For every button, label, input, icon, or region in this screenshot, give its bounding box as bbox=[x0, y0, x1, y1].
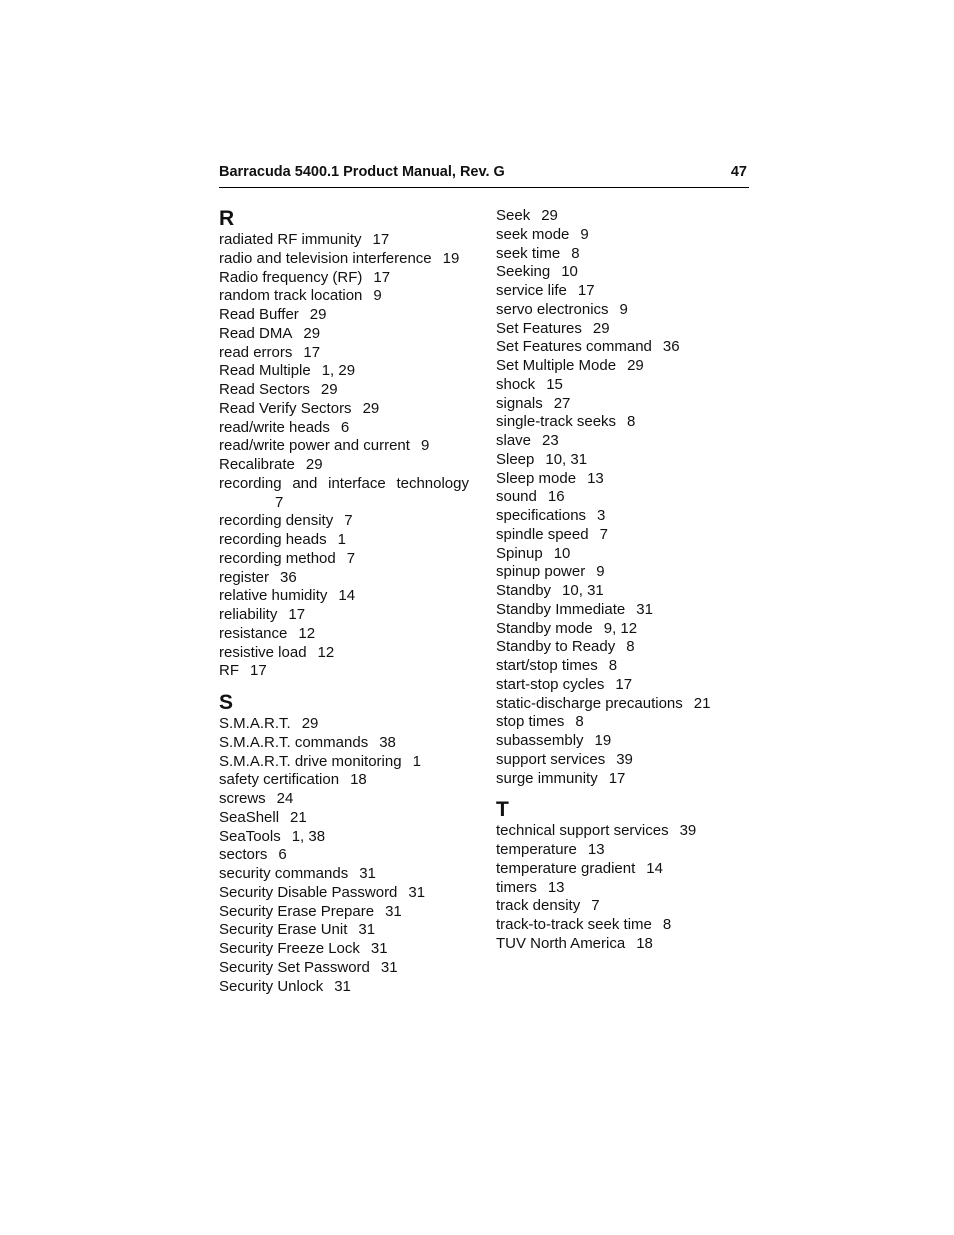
index-term: security commands bbox=[219, 865, 349, 882]
index-pages: 1, 38 bbox=[291, 827, 326, 845]
index-entry bbox=[496, 676, 751, 695]
index-entry bbox=[496, 860, 751, 879]
index-entry bbox=[219, 884, 474, 903]
index-term: Set Features bbox=[496, 319, 582, 337]
index-term: track density bbox=[496, 897, 581, 915]
section-letter-s: S bbox=[219, 691, 234, 714]
index-entry bbox=[496, 638, 751, 657]
index-term: start/stop times bbox=[496, 657, 598, 674]
index-entry bbox=[496, 695, 751, 714]
index-term: recording method bbox=[219, 549, 336, 567]
index-term: register bbox=[219, 568, 270, 586]
index-entry bbox=[219, 400, 474, 419]
index-pages: 24 bbox=[276, 790, 294, 807]
index-pages: 7 bbox=[344, 512, 353, 530]
index-pages: 9 bbox=[619, 300, 628, 318]
page-header bbox=[219, 164, 749, 188]
index-term: Seeking bbox=[496, 263, 551, 281]
index-entry bbox=[496, 263, 751, 282]
index-pages: 29 bbox=[592, 319, 610, 337]
index-section-r bbox=[219, 207, 474, 681]
index-pages: 13 bbox=[587, 841, 605, 858]
index-pages: 12 bbox=[317, 643, 335, 661]
index-entry bbox=[219, 959, 474, 978]
index-term: radio and television interference bbox=[219, 249, 432, 267]
index-term: safety certification bbox=[219, 771, 340, 789]
index-entry bbox=[219, 846, 474, 865]
index-pages: 17 bbox=[577, 282, 595, 299]
index-term: S.M.A.R.T. bbox=[219, 715, 291, 732]
index-entry bbox=[219, 381, 474, 400]
index-term: S.M.A.R.T. commands bbox=[219, 733, 369, 751]
index-term: Radio frequency (RF) bbox=[219, 268, 363, 286]
index-entry bbox=[496, 488, 751, 507]
index-term: subassembly bbox=[496, 732, 584, 749]
index-entry bbox=[496, 657, 751, 676]
index-entry bbox=[219, 456, 474, 475]
index-term: Standby mode bbox=[496, 619, 593, 637]
index-entry bbox=[496, 245, 751, 264]
index-entry bbox=[219, 940, 474, 959]
index-pages: 8 bbox=[608, 657, 618, 674]
index-term: seek time bbox=[496, 244, 561, 262]
index-entry bbox=[219, 865, 474, 884]
index-section-s bbox=[219, 691, 474, 996]
index-term: spindle speed bbox=[496, 525, 589, 543]
index-pages: 36 bbox=[280, 568, 297, 586]
index-entry bbox=[496, 582, 751, 601]
index-pages: 14 bbox=[646, 859, 663, 877]
index-entry bbox=[219, 569, 474, 588]
index-pages: 29 bbox=[541, 207, 558, 224]
index-term: recording density bbox=[219, 512, 334, 530]
index-pages: 7 bbox=[346, 549, 356, 567]
index-entry bbox=[496, 320, 751, 339]
index-pages: 6 bbox=[340, 418, 350, 436]
index-entry bbox=[219, 531, 474, 550]
index-entry bbox=[219, 231, 474, 250]
index-entry bbox=[219, 644, 474, 663]
index-pages: 21 bbox=[693, 694, 711, 712]
index-pages: 1 bbox=[337, 531, 346, 548]
index-entry bbox=[496, 470, 751, 489]
index-term: Security Freeze Lock bbox=[219, 940, 360, 957]
index-entry bbox=[219, 437, 474, 456]
index-term: Security Unlock bbox=[219, 977, 324, 995]
index-term: temperature bbox=[496, 841, 577, 858]
index-term: Sleep bbox=[496, 450, 535, 468]
index-term: Read Buffer bbox=[219, 306, 299, 323]
index-term: timers bbox=[496, 878, 537, 896]
index-term: Read Sectors bbox=[219, 381, 310, 398]
index-pages: 36 bbox=[662, 338, 680, 356]
index-pages: 8 bbox=[575, 713, 584, 731]
index-term: slave bbox=[496, 432, 532, 449]
index-entry bbox=[219, 903, 474, 922]
index-pages: 31 bbox=[385, 902, 402, 920]
index-pages: 3 bbox=[597, 507, 606, 524]
index-pages: 8 bbox=[627, 413, 636, 431]
index-term: reliability bbox=[219, 606, 278, 623]
index-term: specifications bbox=[496, 507, 587, 524]
index-term: service life bbox=[496, 282, 567, 299]
index-entry bbox=[496, 751, 751, 770]
index-pages: 19 bbox=[442, 249, 460, 267]
index-entry bbox=[219, 978, 474, 997]
index-term: servo electronics bbox=[496, 300, 609, 318]
index-term: seek mode bbox=[496, 225, 570, 243]
index-entry bbox=[219, 550, 474, 569]
index-pages: 8 bbox=[571, 244, 580, 262]
index-pages: 38 bbox=[379, 733, 396, 751]
section-entries-s-left bbox=[219, 715, 474, 996]
index-pages: 13 bbox=[587, 469, 604, 487]
index-pages: 10, 31 bbox=[545, 450, 588, 468]
index-pages: 17 bbox=[373, 268, 391, 286]
index-term: signals bbox=[496, 394, 543, 412]
index-entry bbox=[219, 771, 474, 790]
index-pages: 31 bbox=[380, 958, 398, 976]
index-term: Set Features command bbox=[496, 338, 652, 356]
index-entry bbox=[496, 770, 751, 789]
index-pages: 14 bbox=[338, 587, 356, 605]
index-entry bbox=[219, 344, 474, 363]
index-pages: 9 bbox=[596, 563, 605, 581]
index-section-s-continued bbox=[496, 207, 751, 788]
section-gap bbox=[496, 788, 751, 798]
index-entry bbox=[496, 301, 751, 320]
index-entry bbox=[496, 451, 751, 470]
index-column-right bbox=[496, 207, 751, 954]
index-term: SeaTools bbox=[219, 827, 281, 845]
index-entry bbox=[219, 662, 474, 681]
index-term: resistance bbox=[219, 624, 288, 642]
index-entry bbox=[496, 395, 751, 414]
index-term: support services bbox=[496, 750, 606, 768]
index-entry bbox=[496, 526, 751, 545]
index-entry bbox=[496, 879, 751, 898]
index-pages: 19 bbox=[594, 732, 612, 749]
index-pages: 7 bbox=[591, 897, 600, 915]
index-pages: 9 bbox=[420, 437, 430, 455]
index-pages: 29 bbox=[309, 306, 327, 323]
index-entry bbox=[219, 734, 474, 753]
index-term: Security Erase Unit bbox=[219, 921, 348, 939]
index-pages: 1 bbox=[412, 752, 421, 770]
section-letter-t: T bbox=[496, 798, 509, 822]
index-term: Set Multiple Mode bbox=[496, 357, 617, 374]
index-term: shock bbox=[496, 375, 536, 393]
index-entry bbox=[219, 790, 474, 809]
page-number: 47 bbox=[730, 164, 747, 180]
index-entry bbox=[496, 338, 751, 357]
index-term: Read Verify Sectors bbox=[219, 399, 352, 417]
index-pages: 31 bbox=[636, 600, 653, 618]
index-pages: 29 bbox=[627, 357, 644, 374]
index-pages: 27 bbox=[553, 394, 571, 412]
index-pages: 9 bbox=[580, 225, 589, 243]
index-pages: 8 bbox=[662, 916, 672, 933]
section-entries-r bbox=[219, 231, 474, 681]
index-term: Spinup bbox=[496, 544, 543, 562]
index-entry bbox=[496, 841, 751, 860]
index-pages: 29 bbox=[301, 715, 319, 732]
manual-title: Barracuda 5400.1 Product Manual, Rev. G bbox=[219, 164, 505, 180]
index-entry bbox=[219, 828, 474, 847]
index-entry bbox=[496, 282, 751, 301]
index-term: Standby bbox=[496, 582, 552, 599]
index-term: stop times bbox=[496, 713, 565, 731]
index-entry bbox=[496, 563, 751, 582]
index-pages: 17 bbox=[303, 343, 321, 361]
section-letter-r: R bbox=[219, 207, 235, 230]
index-term: relative humidity bbox=[219, 587, 328, 605]
index-pages: 17 bbox=[615, 675, 633, 693]
index-term: read/write heads bbox=[219, 418, 330, 436]
index-term: radiated RF immunity bbox=[219, 231, 362, 248]
index-entry bbox=[496, 601, 751, 620]
index-entry bbox=[496, 226, 751, 245]
index-entry bbox=[219, 512, 474, 531]
index-term: TUV North America bbox=[496, 934, 626, 952]
index-entry bbox=[219, 250, 474, 269]
index-pages: 9, 12 bbox=[603, 619, 638, 637]
index-entry bbox=[219, 306, 474, 325]
index-entry bbox=[496, 822, 751, 841]
index-term: recording and interface technology bbox=[219, 474, 469, 492]
index-section-t bbox=[496, 798, 751, 953]
index-pages: 39 bbox=[616, 750, 633, 768]
index-pages: 6 bbox=[278, 846, 287, 864]
index-pages: 17 bbox=[372, 231, 390, 248]
index-term: resistive load bbox=[219, 643, 307, 661]
section-gap bbox=[219, 681, 474, 691]
index-term: single-track seeks bbox=[496, 413, 617, 431]
index-pages: 10 bbox=[553, 544, 571, 562]
index-entry bbox=[496, 507, 751, 526]
index-entry bbox=[219, 809, 474, 828]
index-term: Security Erase Prepare bbox=[219, 902, 375, 920]
index-term: spinup power bbox=[496, 563, 586, 581]
index-term: static-discharge precautions bbox=[496, 694, 683, 712]
index-pages: 17 bbox=[288, 606, 306, 623]
index-term: Read DMA bbox=[219, 324, 293, 342]
index-pages: 17 bbox=[250, 662, 267, 680]
index-pages: 31 bbox=[359, 865, 376, 882]
index-pages: 29 bbox=[305, 456, 323, 473]
index-entry bbox=[219, 587, 474, 606]
index-term: Security Set Password bbox=[219, 958, 370, 976]
index-pages: 9 bbox=[373, 287, 382, 305]
index-pages: 29 bbox=[362, 399, 380, 417]
index-term: Sleep mode bbox=[496, 469, 577, 487]
index-pages: 31 bbox=[334, 977, 351, 995]
index-pages: 10 bbox=[561, 263, 578, 281]
index-pages: 13 bbox=[547, 878, 565, 896]
index-term: Standby Immediate bbox=[496, 600, 626, 618]
section-entries-s-right bbox=[496, 207, 751, 788]
index-pages: 8 bbox=[626, 638, 635, 656]
index-entry bbox=[219, 753, 474, 772]
index-term: surge immunity bbox=[496, 769, 598, 787]
index-entry bbox=[496, 620, 751, 639]
index-pages: 15 bbox=[546, 375, 563, 393]
index-column-left bbox=[219, 207, 474, 996]
index-entry bbox=[496, 207, 751, 226]
index-pages: 16 bbox=[547, 488, 565, 506]
index-pages: 18 bbox=[350, 771, 367, 789]
index-term: start-stop cycles bbox=[496, 675, 605, 693]
index-entry bbox=[496, 732, 751, 751]
index-entry bbox=[219, 362, 474, 381]
index-entry bbox=[219, 606, 474, 625]
index-term: sectors bbox=[219, 846, 268, 864]
index-pages: 31 bbox=[370, 940, 388, 957]
index-pages: 17 bbox=[608, 769, 626, 787]
index-term: temperature gradient bbox=[496, 859, 636, 877]
section-entries-t bbox=[496, 822, 751, 953]
index-entry bbox=[496, 432, 751, 451]
index-term: RF bbox=[219, 662, 239, 680]
index-pages: 12 bbox=[298, 624, 316, 642]
index-pages: 23 bbox=[542, 432, 559, 449]
index-pages: 1, 29 bbox=[321, 362, 356, 380]
index-pages: 18 bbox=[636, 934, 653, 952]
index-pages: 7 bbox=[599, 525, 608, 543]
index-entry bbox=[219, 269, 474, 288]
index-term: Recalibrate bbox=[219, 456, 295, 473]
index-term: screws bbox=[219, 790, 266, 807]
index-entry bbox=[496, 413, 751, 432]
index-entry bbox=[219, 625, 474, 644]
index-entry bbox=[496, 916, 751, 935]
index-entry bbox=[219, 921, 474, 940]
index-entry bbox=[219, 715, 474, 734]
index-entry bbox=[496, 713, 751, 732]
index-entry bbox=[496, 897, 751, 916]
index-pages: 31 bbox=[358, 921, 376, 939]
index-term: Security Disable Password bbox=[219, 883, 398, 901]
index-pages: 10, 31 bbox=[562, 582, 604, 599]
index-pages: 7 bbox=[275, 493, 284, 511]
index-term: Standby to Ready bbox=[496, 638, 616, 656]
index-pages: 31 bbox=[408, 883, 426, 901]
index-term: Seek bbox=[496, 207, 531, 224]
index-entry bbox=[496, 545, 751, 564]
index-term: S.M.A.R.T. drive monitoring bbox=[219, 752, 402, 770]
index-term: SeaShell bbox=[219, 808, 280, 826]
index-term: track-to-track seek time bbox=[496, 916, 652, 933]
index-entry bbox=[496, 935, 751, 954]
index-pages: 39 bbox=[679, 822, 697, 840]
index-entry bbox=[219, 419, 474, 438]
index-term: read/write power and current bbox=[219, 437, 410, 455]
index-pages: 29 bbox=[303, 324, 321, 342]
index-entry bbox=[219, 325, 474, 344]
index-entry bbox=[219, 475, 469, 494]
index-pages: 29 bbox=[320, 381, 338, 398]
index-entry bbox=[219, 287, 474, 306]
index-entry bbox=[496, 357, 751, 376]
index-term: sound bbox=[496, 488, 537, 506]
index-entry bbox=[496, 376, 751, 395]
index-term: Read Multiple bbox=[219, 362, 311, 380]
index-term: recording heads bbox=[219, 531, 327, 548]
index-term: random track location bbox=[219, 287, 363, 305]
index-term: read errors bbox=[219, 343, 293, 361]
index-pages: 21 bbox=[290, 808, 307, 826]
index-term: technical support services bbox=[496, 822, 669, 840]
